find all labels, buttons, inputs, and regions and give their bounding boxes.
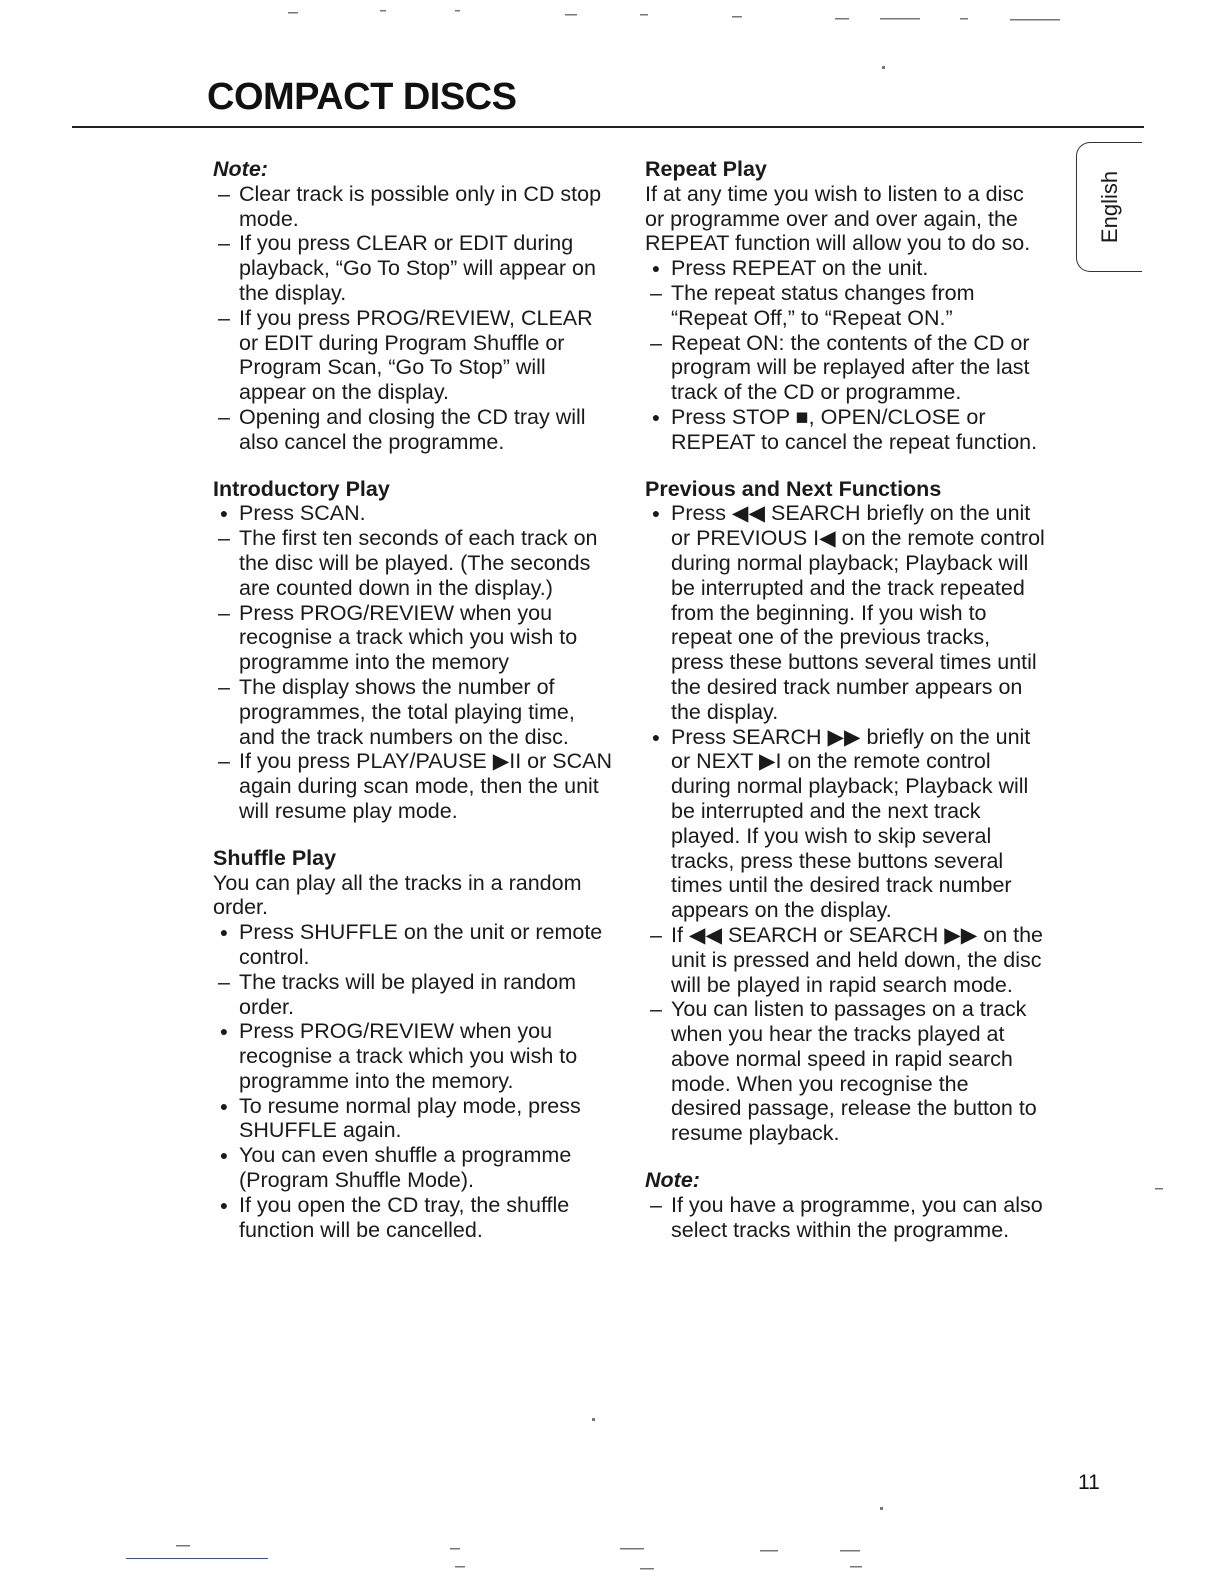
shuffle-play-heading: Shuffle Play	[213, 845, 337, 870]
dash-marker: –	[218, 231, 230, 256]
bullet-marker: ●	[219, 1196, 229, 1213]
item-text: The tracks will be played in random order.	[239, 969, 576, 1019]
item-text: Press PROG/REVIEW when you recognise a track which you wish to programme into the memory	[239, 600, 578, 675]
dash-marker: –	[650, 1192, 662, 1217]
item-text: Press STOP ■, OPEN/CLOSE or REPEAT to cancel the repeat function.	[671, 404, 1038, 454]
dash-marker: –	[218, 969, 230, 994]
page-number: 11	[1078, 1471, 1100, 1494]
item-text: If you press PLAY/PAUSE ▶II or SCAN again during scan mode, then the unit will resume play mode.	[239, 749, 613, 823]
dash-marker: –	[218, 749, 230, 774]
note-heading: Note:	[213, 157, 268, 181]
bullet-marker: ●	[651, 408, 661, 425]
dash-marker: –	[218, 526, 230, 551]
item-text: If you press PROG/REVIEW, CLEAR or EDIT during Program Shuffle or Program Scan, “Go To Stop” will appear on the display.	[239, 305, 593, 405]
item-text: Press SCAN.	[239, 501, 366, 526]
item-text: Press ◀◀ SEARCH briefly on the unit or PREVIOUS I◀ on the remote control during normal playback; Playback will be interrupted and the track repeated from the beginning. If you wish to repeat one of the previous tracks, press these buttons several times until the desired track number appears on the display.	[671, 501, 1045, 724]
item-text: If you press CLEAR or EDIT during playback, “Go To Stop” will appear on the display.	[239, 231, 596, 305]
bullet-marker: ●	[219, 1023, 229, 1040]
bullet-marker: ●	[219, 505, 229, 522]
dash-marker: –	[218, 181, 230, 206]
item-text: If ◀◀ SEARCH or SEARCH ▶▶ on the unit is pressed and held down, the disc will be played in rapid search mode.	[671, 922, 1044, 997]
item-text: You can listen to passages on a track when you hear the tracks played at above normal speed in rapid search mode. When you recognise the desired passage, release the button to resume playback.	[671, 997, 1037, 1146]
item-text: The repeat status changes from “Repeat Off,” to “Repeat ON.”	[671, 280, 975, 330]
bullet-marker: ●	[219, 1097, 229, 1114]
item-text: The display shows the number of programmes, the total playing time, and the track numbers on the disc.	[239, 674, 575, 749]
dash-marker: –	[218, 674, 230, 699]
item-text: Repeat ON: the contents of the CD or program will be replayed after the last track of the CD or programme.	[671, 330, 1030, 405]
dash-marker: –	[650, 997, 662, 1022]
item-text: To resume normal play mode, press SHUFFLE again.	[239, 1093, 581, 1143]
repeat-play-heading: Repeat Play	[645, 157, 767, 181]
dash-marker: –	[650, 330, 662, 355]
item-text: Press REPEAT on the unit.	[671, 256, 929, 281]
item-text: You can even shuffle a programme (Program Shuffle Mode).	[239, 1143, 572, 1193]
item-text: Press PROG/REVIEW when you recognise a track which you wish to programme into the memory.	[239, 1019, 578, 1093]
repeat-play-intro: If at any time you wish to listen to a disc or programme over and over again, the REPEAT function will allow you to do so.	[645, 181, 1031, 256]
right-note-heading: Note:	[645, 1168, 700, 1193]
page-title: COMPACT DISCS	[207, 76, 517, 118]
language-tab-label: English	[1096, 170, 1122, 244]
item-text: Press SEARCH ▶▶ briefly on the unit or NEXT ▶I on the remote control during normal playback; Playback will be interrupted and the next track played. If you wish to skip several tracks, press these buttons several times until the desired track number appears on the display.	[671, 724, 1031, 923]
bullet-marker: ●	[651, 505, 661, 522]
dash-marker: –	[218, 305, 230, 330]
item-text: Press SHUFFLE on the unit or remote control.	[239, 920, 603, 969]
bullet-marker: ●	[651, 728, 661, 745]
item-text: Clear track is possible only in CD stop mode.	[239, 181, 602, 231]
introductory-play-heading: Introductory Play	[213, 476, 390, 501]
item-text: Opening and closing the CD tray will also cancel the programme.	[239, 404, 586, 454]
item-text: The first ten seconds of each track on the disc will be played. (The seconds are counted down in the display.)	[239, 526, 598, 600]
dash-marker: –	[218, 600, 230, 625]
item-text: If you have a programme, you can also select tracks within the programme.	[671, 1192, 1043, 1242]
previous-next-heading: Previous and Next Functions	[645, 476, 942, 501]
shuffle-play-intro: You can play all the tracks in a random order.	[213, 870, 582, 920]
item-text: If you open the CD tray, the shuffle function will be cancelled.	[239, 1192, 570, 1242]
dash-marker: –	[218, 404, 230, 429]
bullet-marker: ●	[219, 924, 229, 941]
dash-marker: –	[650, 922, 662, 947]
dash-marker: –	[650, 280, 662, 305]
bullet-marker: ●	[651, 260, 661, 277]
bullet-marker: ●	[219, 1147, 229, 1164]
